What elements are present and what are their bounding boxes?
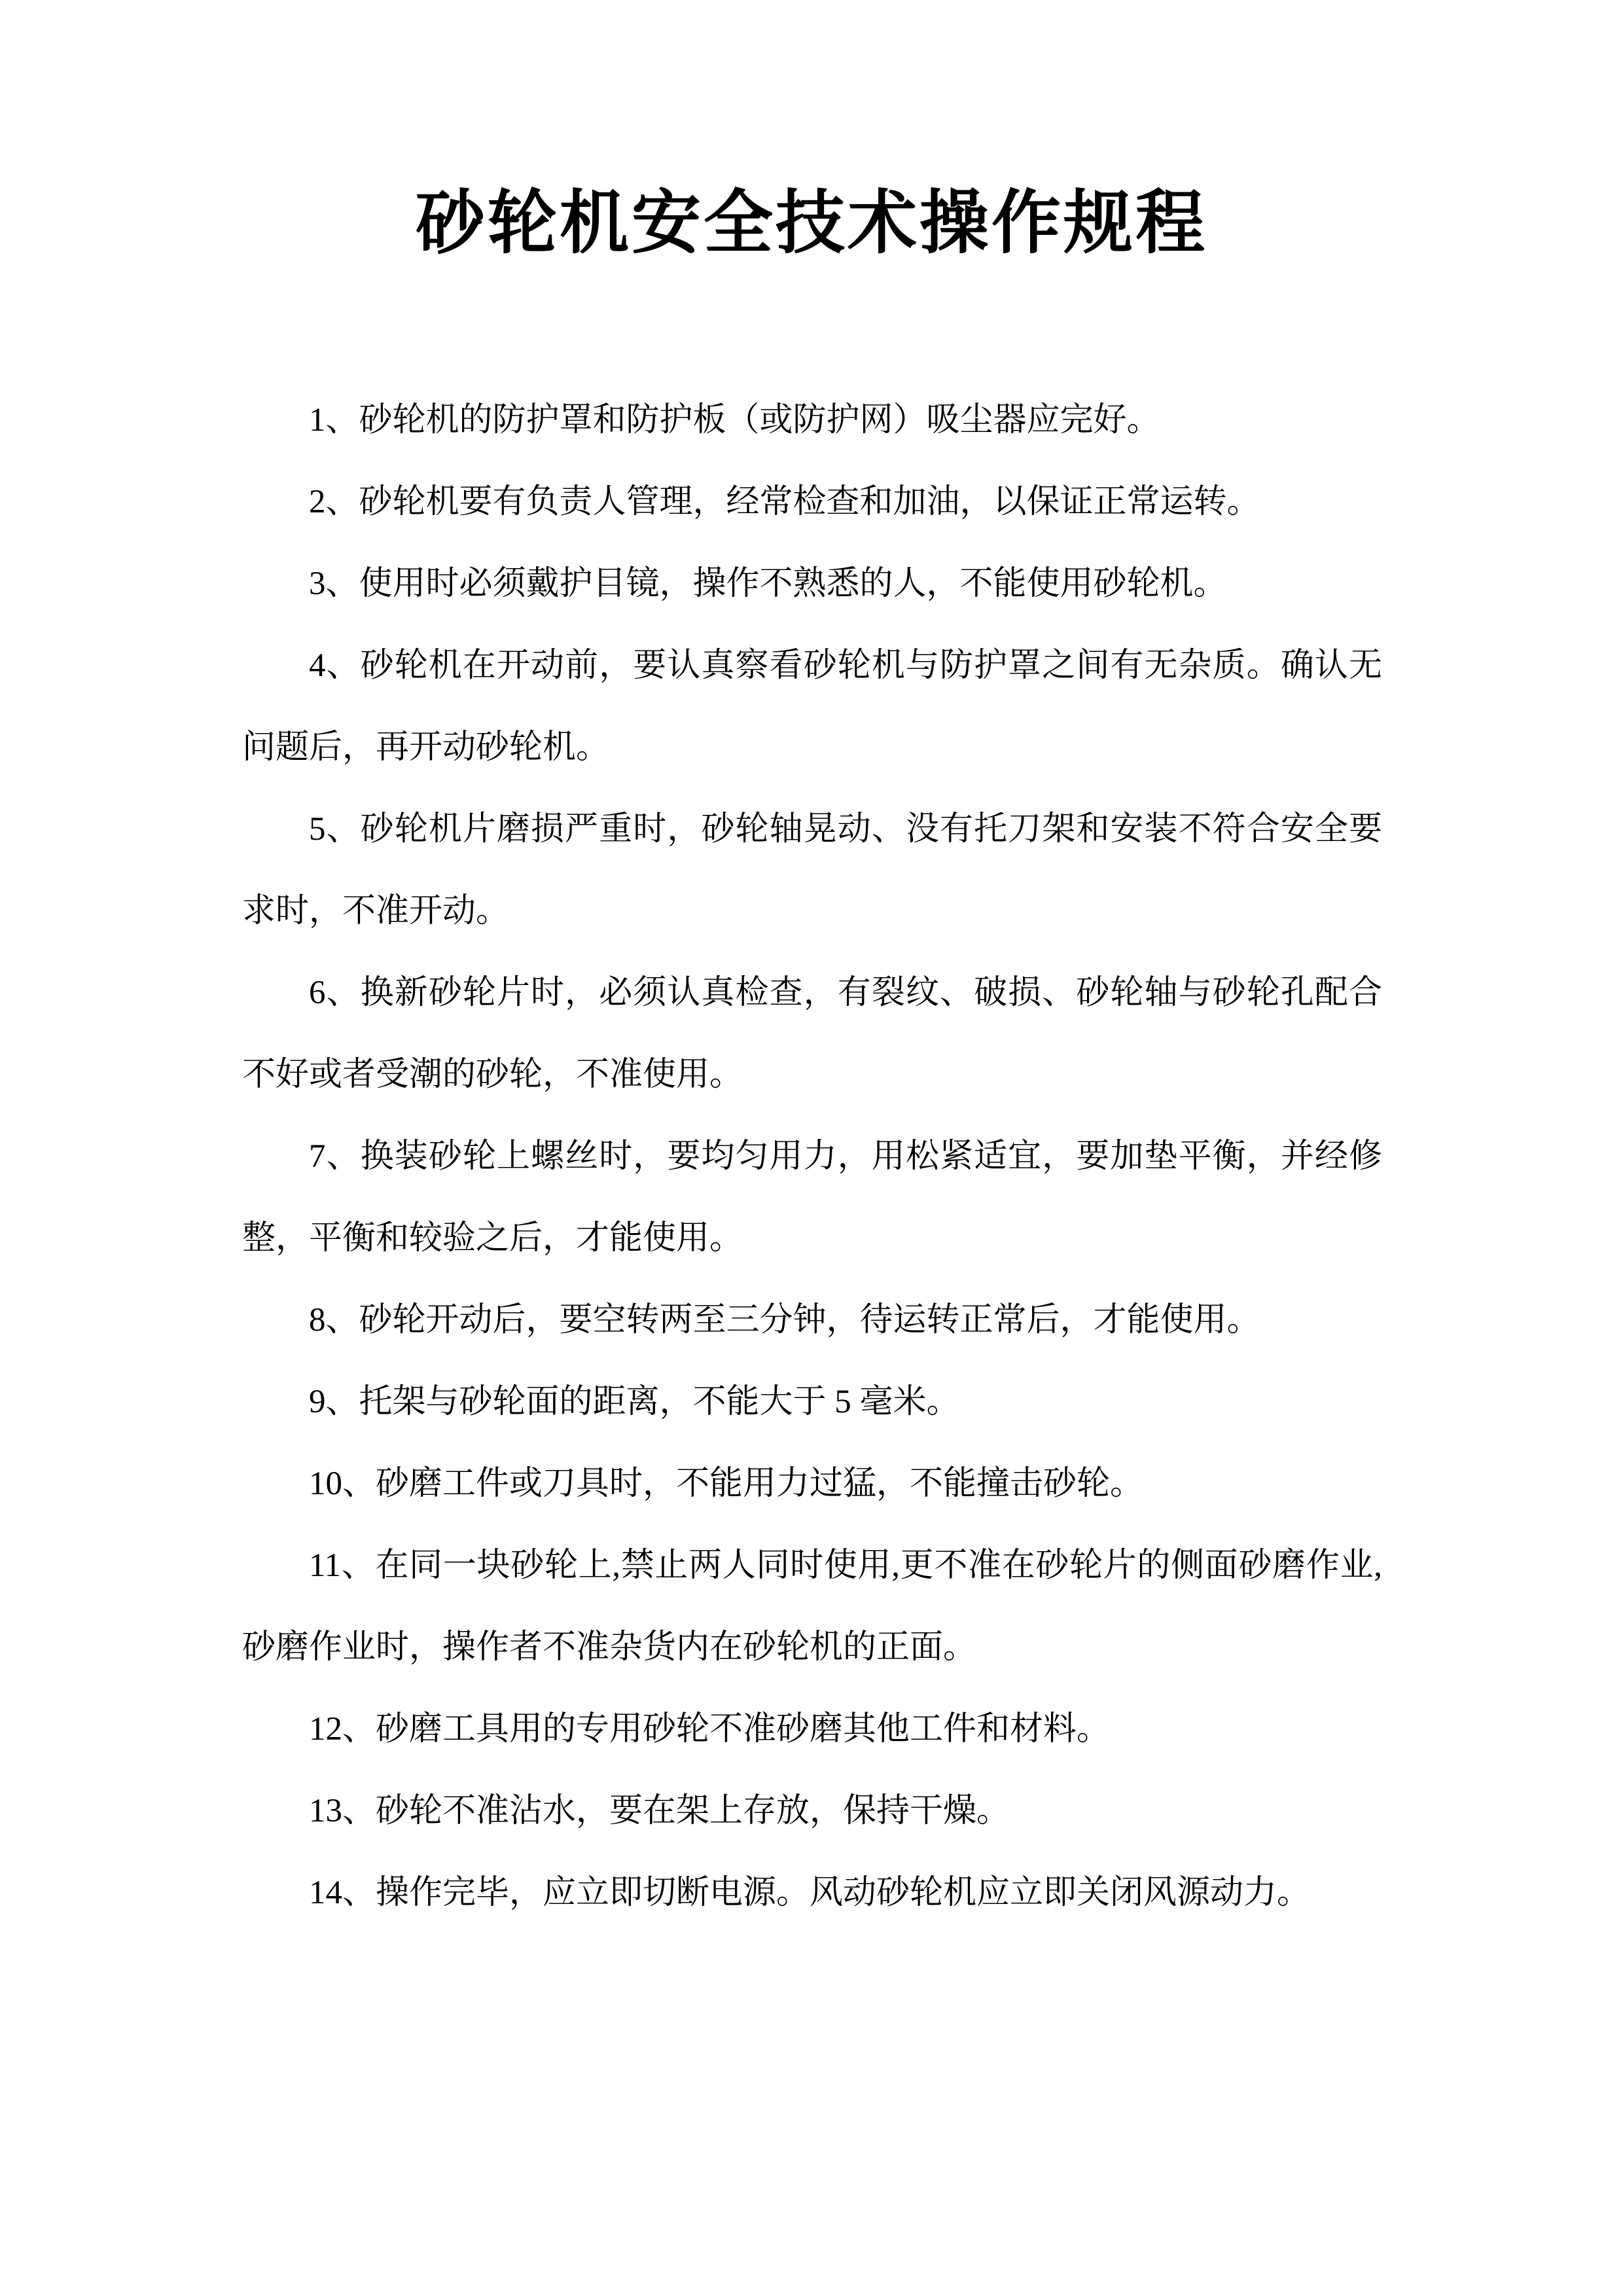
rule-item-8: 8、砂轮开动后，要空转两至三分钟，待运转正常后，才能使用。 <box>309 1301 1260 1338</box>
rule-item-11: 11、在同一块砂轮上,禁止两人同时使用,更不准在砂轮片的侧面砂磨作业,砂磨作业时，操作者不准杂货内在砂轮机的正面。 <box>242 1547 1382 1666</box>
rule-item-9: 9、托架与砂轮面的距离，不能大于 5 毫米。 <box>309 1383 960 1420</box>
rule-item-1: 1、砂轮机的防护罩和防护板（或防护网）吸尘器应完好。 <box>309 401 1160 439</box>
rule-item-12: 12、砂磨工具用的专用砂轮不准砂磨其他工件和材料。 <box>309 1710 1111 1748</box>
rule-item-6: 6、换新砂轮片时，必须认真检查，有裂纹、破损、砂轮轴与砂轮孔配合不好或者受潮的砂轮，不准使用。 <box>242 974 1382 1093</box>
rule-item-4: 4、砂轮机在开动前，要认真察看砂轮机与防护罩之间有无杂质。确认无问题后，再开动砂轮机。 <box>242 647 1382 766</box>
rule-item-2: 2、砂轮机要有负责人管理，经常检查和加油，以保证正常运转。 <box>309 483 1260 520</box>
rules-list <box>242 380 1382 1934</box>
rule-item-14: 14、操作完毕，应立即切断电源。风动砂轮机应立即关闭风源动力。 <box>309 1874 1311 1911</box>
rule-item-7: 7、换装砂轮上螺丝时，要均匀用力，用松紧适宜，要加垫平衡，并经修整，平衡和较验之后，才能使用。 <box>242 1138 1382 1257</box>
document-title: 砂轮机安全技术操作规程 <box>416 185 1207 262</box>
rule-item-5: 5、砂轮机片磨损严重时，砂轮轴晃动、没有托刀架和安装不符合安全要求时，不准开动。 <box>242 810 1382 929</box>
rule-item-10: 10、砂磨工件或刀具时，不能用力过猛，不能撞击砂轮。 <box>309 1465 1144 1502</box>
rule-item-13: 13、砂轮不准沾水，要在架上存放，保持干燥。 <box>309 1792 1010 1829</box>
rule-item-3: 3、使用时必须戴护目镜，操作不熟悉的人，不能使用砂轮机。 <box>309 565 1227 602</box>
